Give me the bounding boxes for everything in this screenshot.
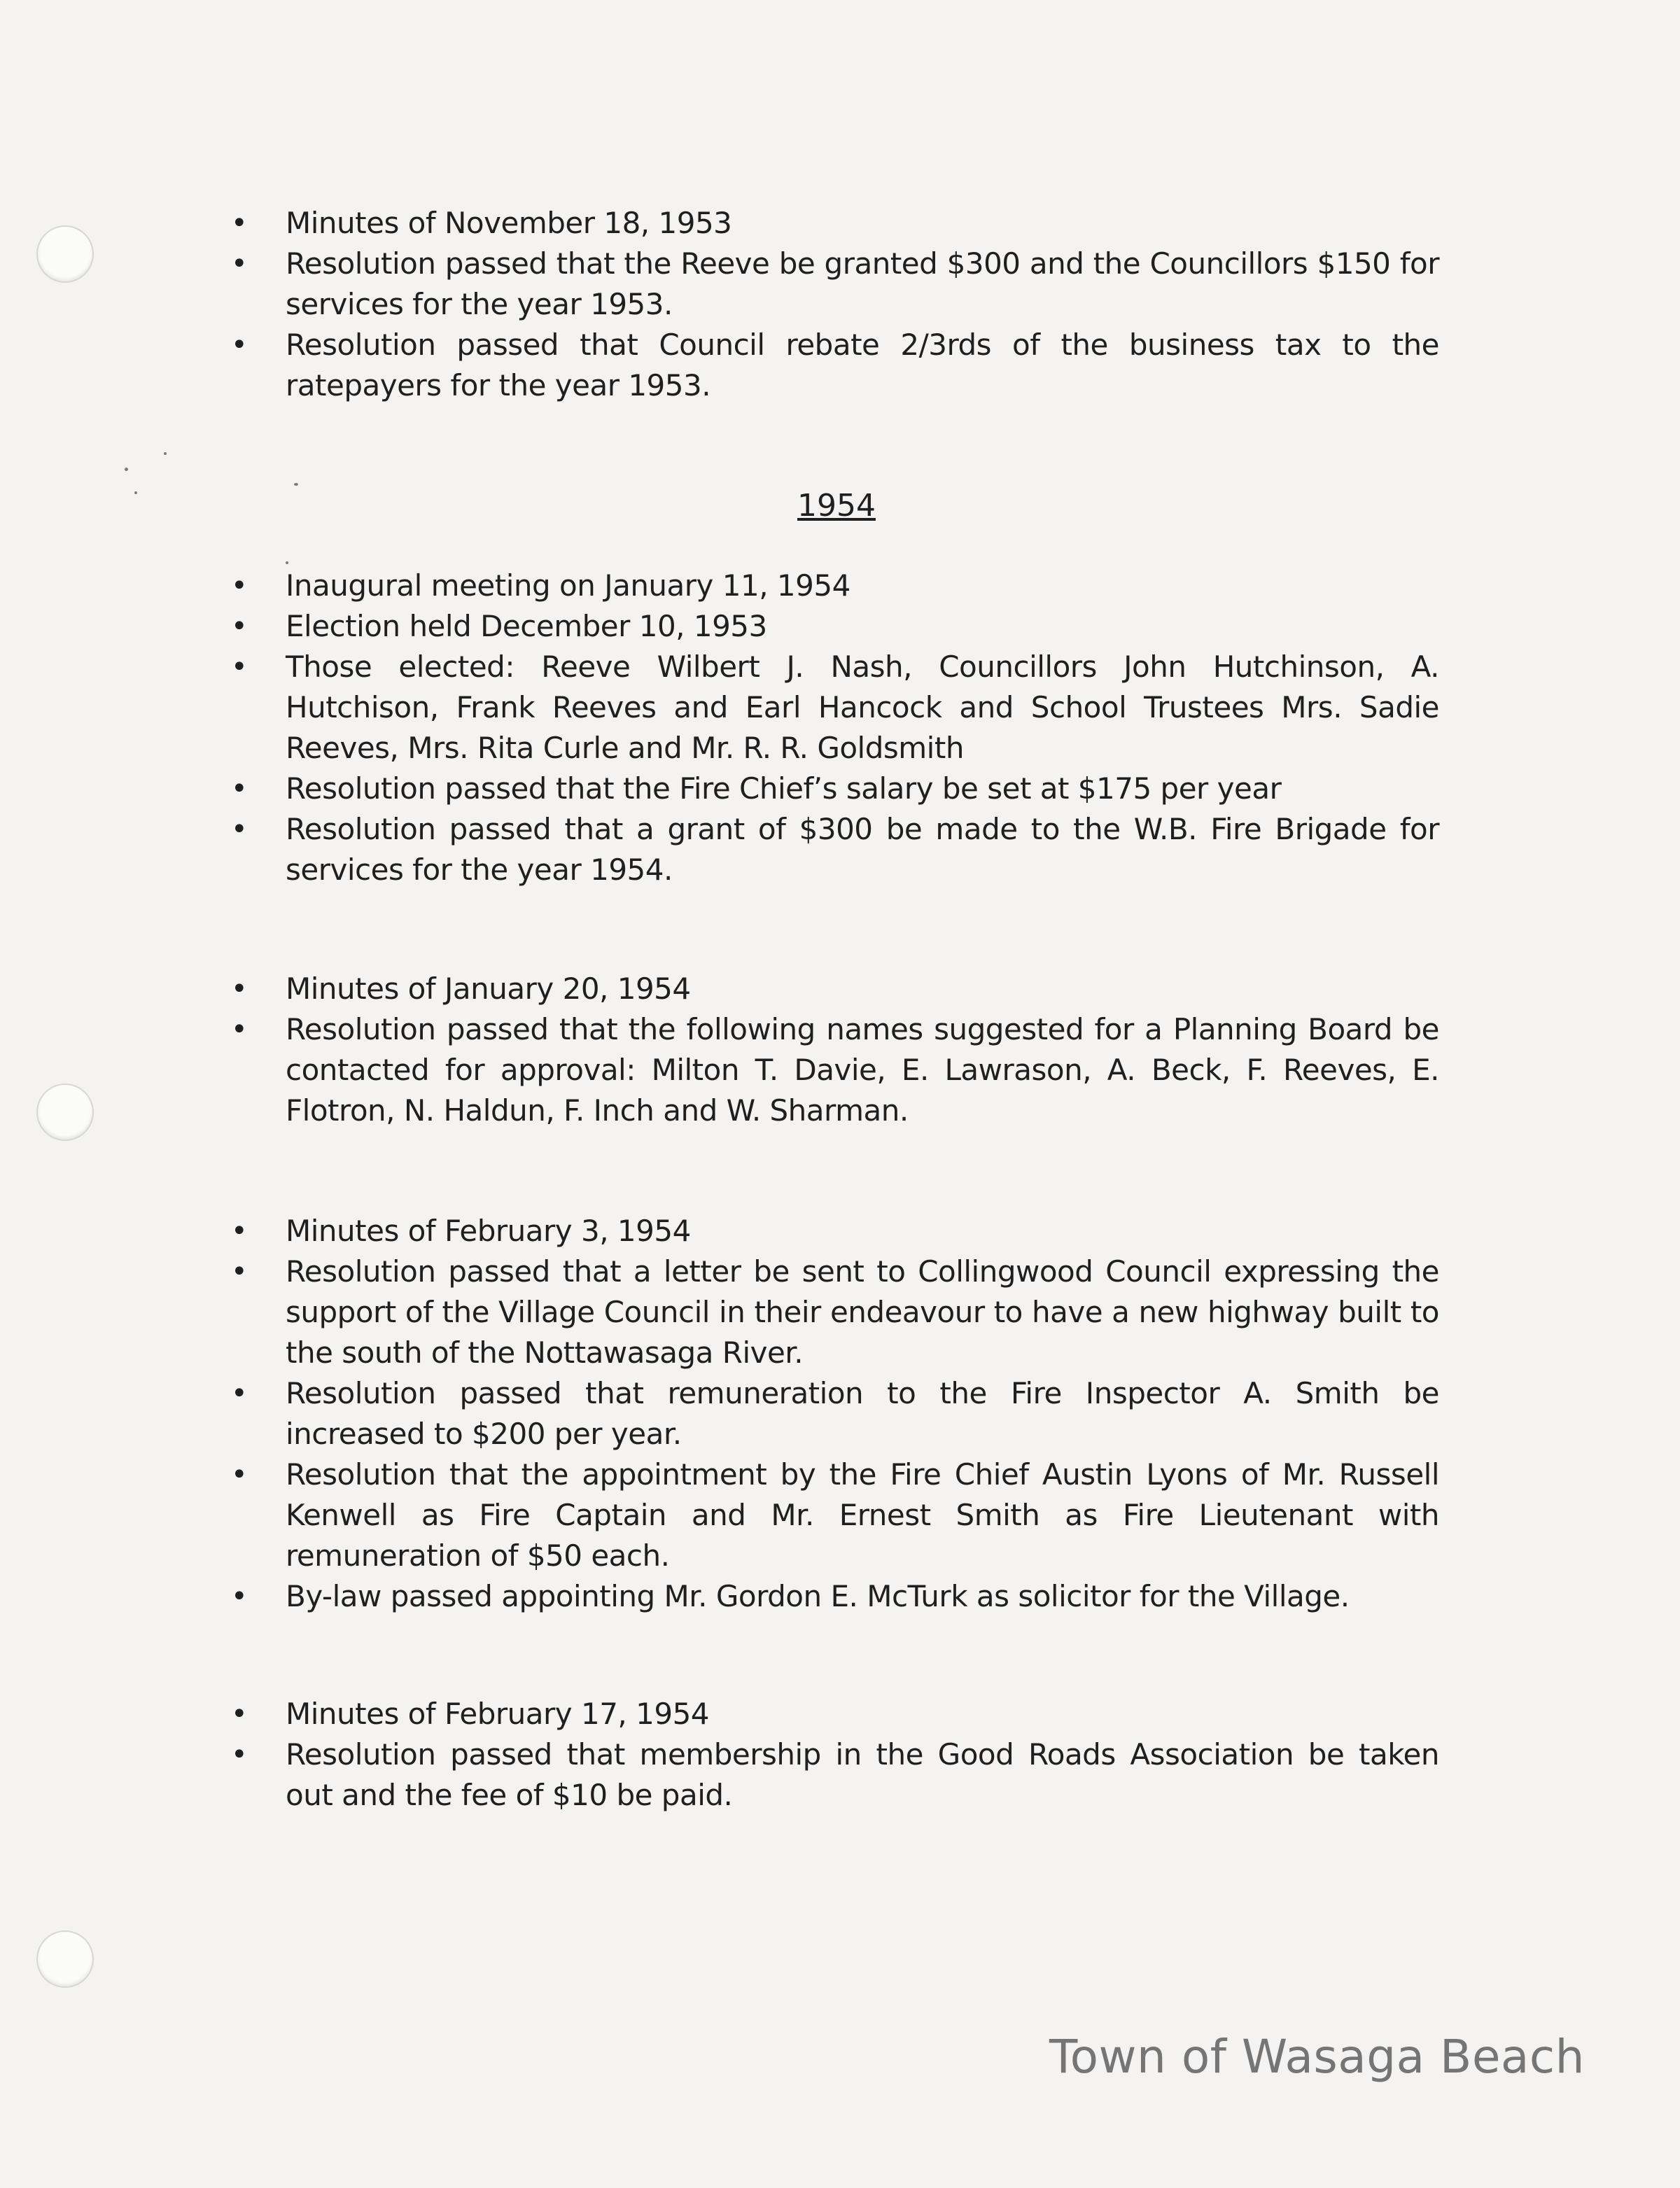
- list-item: • Minutes of February 17, 1954: [231, 1694, 1439, 1734]
- list-item: • Resolution passed that the Fire Chief’s salary be set at $175 per year: [231, 769, 1439, 809]
- year-heading: 1954: [797, 488, 876, 524]
- list-item: • Resolution that the appointment by the Fire Chief Austin Lyons of Mr. Russell Kenwell as Fire Captain and Mr. Ernest Smith as Fire Lieutenant with remuneration of $50 each.: [231, 1454, 1439, 1576]
- binder-hole-middle: [36, 1084, 94, 1141]
- list-item: • Resolution passed that a grant of $300 be made to the W.B. Fire Brigade for services for the year 1954.: [231, 809, 1439, 890]
- binder-hole-bottom: [36, 1930, 94, 1988]
- speck: [164, 452, 167, 455]
- minutes-jan-20-1954: [231, 969, 1439, 1131]
- list-item: • Resolution passed that membership in the Good Roads Association be taken out and the fee of $10 be paid.: [231, 1734, 1439, 1816]
- list-item: • Minutes of February 3, 1954: [231, 1211, 1439, 1251]
- list-item: • Resolution passed that the following names suggested for a Planning Board be contacted for approval: Milton T. Davie, E. Lawrason, A. Beck, F. Reeves, E. Flotron, N. Haldun, F. Inch and W. Sharman.: [231, 1009, 1439, 1131]
- inaugural-meeting-1954: [231, 566, 1439, 890]
- list-item: • Inaugural meeting on January 11, 1954: [231, 566, 1439, 606]
- speck: [134, 491, 137, 494]
- speck: [294, 483, 298, 486]
- list-item: • Minutes of January 20, 1954: [231, 969, 1439, 1009]
- minutes-feb-17-1954: [231, 1694, 1439, 1816]
- speck: [286, 561, 288, 564]
- list-item: • Those elected: Reeve Wilbert J. Nash, Councillors John Hutchinson, A. Hutchison, Frank Reeves and Earl Hancock and School Trustees Mrs. Sadie Reeves, Mrs. Rita Curle and Mr. R. R. Goldsmith: [231, 647, 1439, 769]
- list-item: • Resolution passed that Council rebate 2/3rds of the business tax to the ratepayers for the year 1953.: [231, 325, 1439, 406]
- binder-hole-top: [36, 225, 94, 283]
- speck: [125, 468, 128, 471]
- minutes-feb-3-1954: [231, 1211, 1439, 1617]
- list-item: • By-law passed appointing Mr. Gordon E. McTurk as solicitor for the Village.: [231, 1576, 1439, 1617]
- list-item: • Minutes of November 18, 1953: [231, 203, 1439, 244]
- list-item: • Election held December 10, 1953: [231, 606, 1439, 647]
- list-item: • Resolution passed that the Reeve be granted $300 and the Councillors $150 for services for the year 1953.: [231, 244, 1439, 325]
- minutes-nov-18-1953: [231, 203, 1439, 406]
- list-item: • Resolution passed that remuneration to the Fire Inspector A. Smith be increased to $200 per year.: [231, 1373, 1439, 1454]
- footer-watermark: Town of Wasaga Beach: [1049, 2030, 1585, 2084]
- list-item: • Resolution passed that a letter be sent to Collingwood Council expressing the support of the Village Council in their endeavour to have a new highway built to the south of the Nottawasaga River.: [231, 1251, 1439, 1373]
